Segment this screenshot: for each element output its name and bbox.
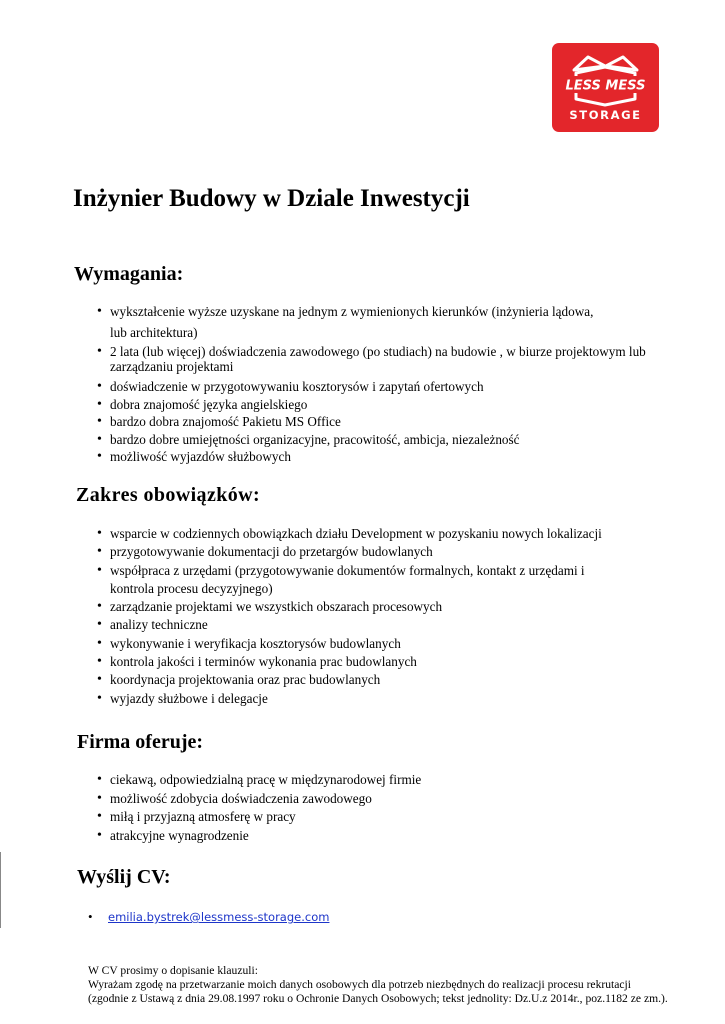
offer-list (97, 771, 421, 846)
list-item: • współpraca z urzędami (przygotowywanie dokumentów formalnych, kontakt z urzędami i kontrola procesu decyzyjnego) (97, 562, 602, 599)
list-item: • wyjazdy służbowe i delegacje (97, 690, 602, 708)
company-logo (552, 43, 659, 132)
requirements-heading: Wymagania: (74, 263, 184, 285)
duties-heading: Zakres obowiązków: (76, 484, 261, 506)
email-link[interactable]: emilia.bystrek@lessmess-storage.com (108, 910, 330, 924)
logo-subtext: STORAGE (569, 108, 642, 122)
cv-heading: Wyślij CV: (77, 866, 171, 888)
list-item: • miłą i przyjazną atmosferę w pracy (97, 808, 421, 827)
list-item: • koordynacja projektowania oraz prac budowlanych (97, 671, 602, 689)
list-item: • analizy techniczne (97, 616, 602, 634)
offer-heading: Firma oferuje: (77, 731, 204, 753)
clause-legal-ref: (zgodnie z Ustawą z dnia 29.08.1997 roku o Ochronie Danych Osobowych; tekst jednolity: Dz.U.z 2014r., poz.1182 ze zm.). (88, 992, 668, 1006)
list-item: • wsparcie w codziennych obowiązkach działu Development w pozyskaniu nowych lokalizacji (97, 525, 602, 543)
list-item: • możliwość wyjazdów służbowych (97, 448, 646, 466)
list-item: • 2 lata (lub więcej) doświadczenia zawodowego (po studiach) na budowie , w biurze projektowym lub zarządzaniu projektami (97, 345, 646, 374)
list-item: • ciekawą, odpowiedzialną pracę w międzynarodowej firmie (97, 771, 421, 790)
list-item: • dobra znajomość języka angielskiego (97, 396, 646, 414)
page-title: Inżynier Budowy w Dziale Inwestycji (73, 185, 470, 212)
logo-main-text: LESS MESS (565, 78, 646, 94)
list-item: • doświadczenie w przygotowywaniu kosztorysów i zapytań ofertowych (97, 378, 646, 396)
email-item (88, 909, 329, 925)
list-item: • wykształcenie wyższe uzyskane na jednym z wymienionych kierunków (inżynieria lądowa, lub architektura) (97, 303, 646, 341)
list-item: • możliwość zdobycia doświadczenia zawodowego (97, 790, 421, 809)
list-item: • bardzo dobre umiejętności organizacyjne, pracowitość, ambicja, niezależność (97, 431, 646, 449)
list-item: • przygotowywanie dokumentacji do przetargów budowlanych (97, 543, 602, 561)
requirements-list (97, 303, 646, 466)
list-item: • wykonywanie i weryfikacja kosztorysów budowlanych (97, 635, 602, 653)
list-item: • zarządzanie projektami we wszystkich obszarach procesowych (97, 598, 602, 616)
clause-intro: W CV prosimy o dopisanie klauzuli: (88, 964, 258, 977)
duties-list (97, 525, 602, 708)
list-item: • bardzo dobra znajomość Pakietu MS Office (97, 413, 646, 431)
bullet-icon: • (88, 909, 93, 924)
list-item: • atrakcyjne wynagrodzenie (97, 827, 421, 846)
gdpr-clause (88, 964, 668, 1007)
page-edge-line (0, 852, 1, 928)
clause-text: Wyrażam zgodę na przetwarzanie moich danych osobowych dla potrzeb niezbędnych do realizacji procesu rekrutacji (88, 978, 631, 992)
list-item: • kontrola jakości i terminów wykonania prac budowlanych (97, 653, 602, 671)
